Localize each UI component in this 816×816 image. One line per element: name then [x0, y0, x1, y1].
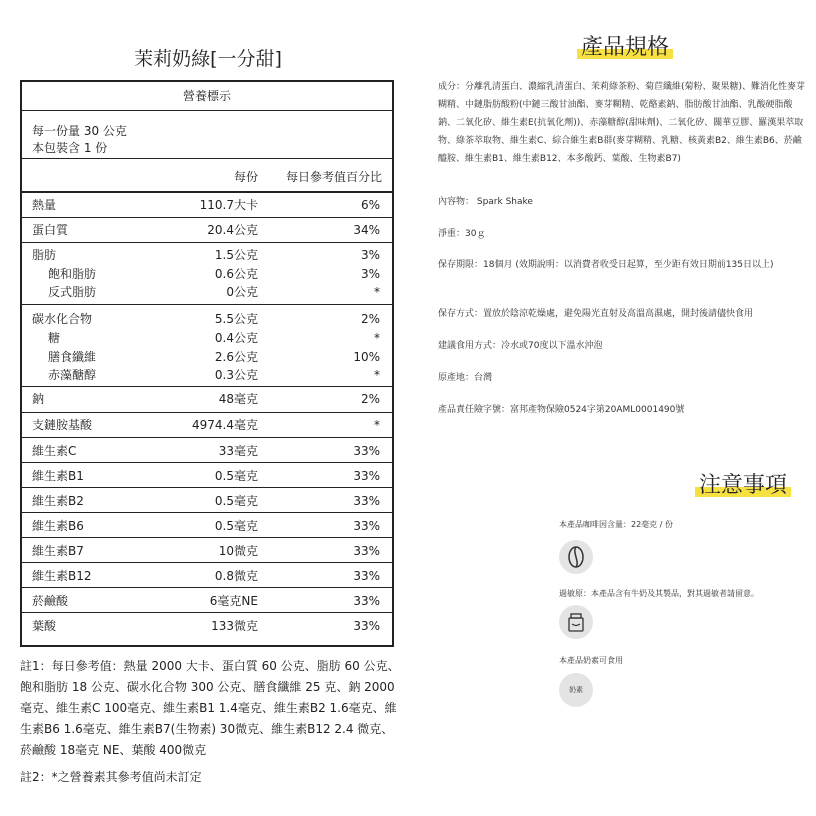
nutrition-header: 營養標示: [22, 82, 392, 111]
nutrient-row: [22, 196, 392, 214]
vegetarian-badge-text: 奶素: [569, 686, 583, 694]
serving-size: 每一份量 30 公克: [32, 124, 127, 138]
spec-liability: 產品責任險字號：富邦產物保險0524字第20AML0001490號: [438, 405, 685, 415]
nutrient-name: 支鏈胺基酸: [32, 418, 93, 432]
spec-usage: 建議食用方式：冷水或70度以下溫水沖泡: [438, 341, 603, 351]
nutrient-value: 10微克: [218, 544, 258, 558]
spec-origin: 原產地：台灣: [438, 373, 493, 383]
nutrient-value: 2.6公克: [214, 350, 258, 364]
footnote-1: 註1：每日參考值：熱量 2000 大卡、蛋白質 60 公克、脂肪 60 公克、飽和脂肪 18 公克、碳水化合物 300 公克、膳食纖維 25 克、鈉 2000 毫克、維生素C 100毫克、維生素B1 1.4毫克、維生素B2 1.6毫克、維生素B6 1.6毫克、維生素B7(生物素) 30微克、維生素B12 2.4 微克、菸鹼酸 18毫克 NE、葉酸 400微克: [20, 659, 400, 757]
nutrient-group: [22, 588, 392, 613]
specs-heading-text: 產品規格: [581, 35, 670, 60]
nutrient-name: 維生素B6: [32, 519, 84, 533]
nutrient-percent: 2%: [360, 312, 380, 326]
nutrient-percent: 33%: [353, 444, 380, 458]
nutrient-value: 110.7大卡: [199, 198, 258, 212]
nutrient-percent: 33%: [353, 469, 380, 483]
nutrient-group: [22, 488, 392, 513]
nutrient-group: [22, 193, 392, 218]
nutrient-percent: *: [374, 418, 380, 432]
nutrient-percent: 6%: [360, 198, 380, 212]
spec-content: 內容物： Spark Shake: [438, 197, 533, 207]
vegetarian-note: 本產品奶素可食用: [559, 656, 623, 665]
nutrient-value: 5.5公克: [214, 312, 258, 326]
spec-weight: 淨重：30ｇ: [438, 229, 486, 239]
nutrient-value: 0.6公克: [214, 267, 258, 281]
nutrient-group: [22, 387, 392, 413]
specs-heading: [581, 30, 669, 61]
nutrient-percent: 33%: [353, 519, 380, 533]
vegetarian-badge: [559, 673, 593, 707]
nutrient-percent: 33%: [353, 569, 380, 583]
nutrient-name: 維生素B1: [32, 469, 84, 483]
nutrient-value: 6毫克NE: [209, 594, 258, 608]
allergen-note: 過敏原：本產品含有牛奶及其製品，對其過敏者請留意。: [559, 589, 759, 598]
caution-heading: [699, 468, 787, 499]
nutrient-value: 0.5毫克: [214, 519, 258, 533]
nutrient-row: [22, 348, 392, 366]
nutrient-row: [22, 416, 392, 434]
nutrient-percent: 33%: [353, 594, 380, 608]
nutrient-group: [22, 463, 392, 488]
nutrient-value: 48毫克: [218, 392, 258, 406]
product-title: 茉莉奶綠[一分甜]: [134, 48, 282, 70]
nutrient-row: [22, 442, 392, 460]
nutrient-row: [22, 283, 392, 301]
nutrient-value: 4974.4毫克: [192, 418, 258, 432]
nutrient-group: [22, 243, 392, 305]
nutrient-value: 133微克: [211, 619, 258, 633]
spec-storage: 保存方式：置放於陰涼乾燥處，避免陽光直射及高溫高濕處，開封後請儘快食用: [438, 309, 754, 319]
col-per-serving: 每份: [233, 170, 258, 184]
milk-carton-icon: [559, 605, 593, 639]
nutrient-row: [22, 492, 392, 510]
nutrient-value: 0.4公克: [214, 331, 258, 345]
nutrient-value: 0公克: [226, 285, 258, 299]
nutrient-percent: 2%: [360, 392, 380, 406]
nutrient-row: [22, 617, 392, 635]
nutrient-group: [22, 218, 392, 243]
nutrient-value: 0.5毫克: [214, 494, 258, 508]
nutrient-row: [22, 221, 392, 239]
nutrient-group: [22, 413, 392, 438]
nutrient-row: [22, 467, 392, 485]
nutrient-percent: 33%: [353, 544, 380, 558]
spec-shelf-life: 保存期限：18個月 (效期說明：以消費者收受日起算，至少距有效日期前135日以上): [438, 260, 774, 270]
nutrient-percent: 3%: [360, 248, 380, 262]
caution-heading-text: 注意事項: [699, 473, 788, 498]
nutrient-group: [22, 513, 392, 538]
spec-ingredients: 成分：分離乳清蛋白、濃縮乳清蛋白、茉莉綠茶粉、菊苣纖維(菊粉、聚果糖)、難消化性麥芽糊精、中鏈脂肪酸粉(中鏈三酸甘油酯、麥芽糊精、乾酪素鈉、脂肪酸甘油酯、乳酸硬脂酸鈉、二氧化矽、維生素E(抗氧化劑))、赤藻糖醇(甜味劑)、二氧化矽、關華豆膠、羅漢果萃取物、綠茶萃取物、維生素C、綜合維生素B群(麥芽糊精、乳糖、核黃素B2、維生素B6、菸鹼醯胺、維生素B1、維生素B12、本多酸鈣、葉酸、生物素B7): [438, 82, 806, 164]
nutrient-row: [22, 517, 392, 535]
nutrient-name: 維生素B7: [32, 544, 84, 558]
nutrient-percent: 34%: [353, 223, 380, 237]
col-daily-value: 每日參考值百分比: [285, 170, 382, 184]
nutrient-row: [22, 310, 392, 328]
nutrient-name: 維生素C: [32, 444, 77, 458]
nutrient-percent: *: [374, 285, 380, 299]
nutrient-group: [22, 438, 392, 463]
nutrient-name: 維生素B2: [32, 494, 84, 508]
nutrient-name: 鈉: [32, 392, 45, 406]
nutrient-row: [22, 246, 392, 264]
nutrient-group: [22, 305, 392, 387]
nutrient-row: [22, 366, 392, 384]
nutrient-row: [22, 329, 392, 347]
nutrient-row: [22, 542, 392, 560]
nutrient-group: [22, 538, 392, 563]
nutrient-row: [22, 390, 392, 408]
nutrient-percent: *: [374, 368, 380, 382]
nutrient-name: 維生素B12: [32, 569, 92, 583]
nutrient-percent: 33%: [353, 619, 380, 633]
nutrient-row: [22, 592, 392, 610]
footnote-2: 註2：*之營養素其參考值尚未訂定: [20, 770, 202, 784]
nutrient-value: 33毫克: [218, 444, 258, 458]
nutrient-name: 蛋白質: [32, 223, 69, 237]
coffee-bean-icon: [559, 540, 593, 574]
nutrient-value: 0.5毫克: [214, 469, 258, 483]
nutrient-name: 脂肪: [32, 248, 57, 262]
nutrient-percent: *: [374, 331, 380, 345]
nutrient-percent: 3%: [360, 267, 380, 281]
nutrient-name: 熱量: [32, 198, 57, 212]
nutrient-value: 20.4公克: [207, 223, 258, 237]
serving-info: [22, 111, 392, 159]
nutrient-row: [22, 567, 392, 585]
column-headers: [22, 159, 392, 193]
nutrient-name: 飽和脂肪: [48, 267, 97, 281]
nutrition-table: [20, 80, 394, 647]
caffeine-note: 本產品咖啡因含量：22毫克 / 份: [559, 520, 673, 529]
nutrient-name: 膳食纖維: [48, 350, 97, 364]
nutrient-name: 反式脂肪: [48, 285, 97, 299]
nutrient-name: 葉酸: [32, 619, 57, 633]
nutrient-name: 赤藻醣醇: [48, 368, 97, 382]
nutrient-percent: 33%: [353, 494, 380, 508]
nutrient-value: 0.3公克: [214, 368, 258, 382]
nutrient-percent: 10%: [353, 350, 380, 364]
nutrient-group: [22, 563, 392, 588]
nutrient-value: 0.8微克: [214, 569, 258, 583]
nutrient-name: 糖: [48, 331, 61, 345]
servings-per-package: 本包裝含 1 份: [32, 141, 108, 155]
nutrient-value: 1.5公克: [214, 248, 258, 262]
nutrient-name: 碳水化合物: [32, 312, 93, 326]
nutrient-group: [22, 613, 392, 638]
nutrient-name: 菸鹼酸: [32, 594, 69, 608]
nutrient-row: [22, 265, 392, 283]
